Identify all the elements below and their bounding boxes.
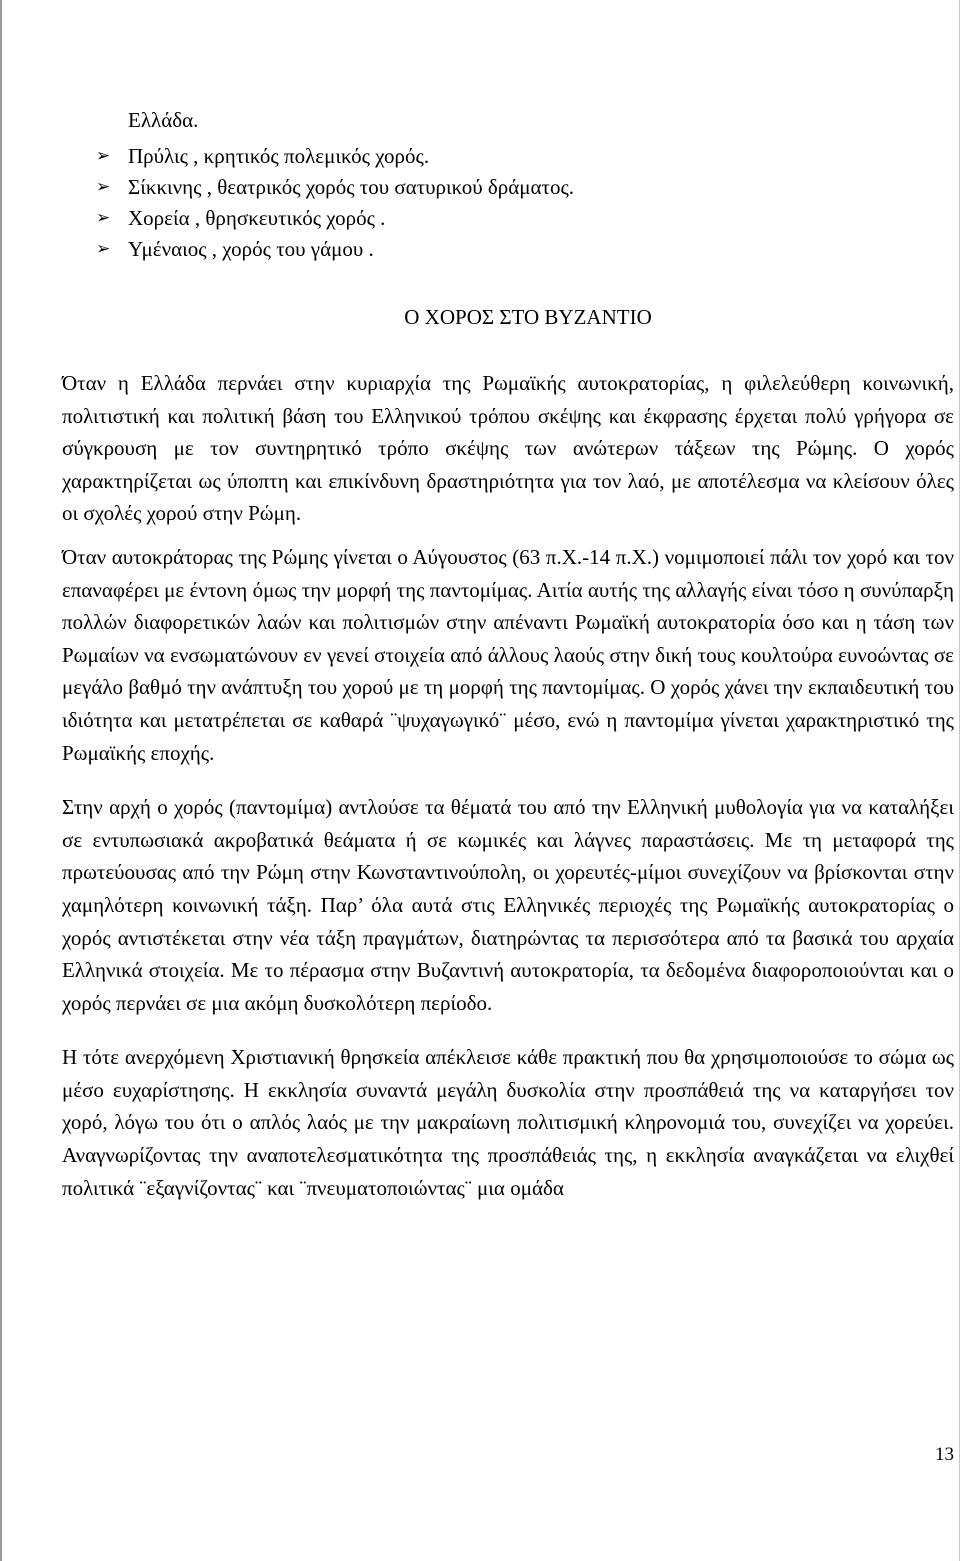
paragraph-pantomime-origins: Στην αρχή ο χορός (παντομίμα) αντλούσε τα θέματά του από την Ελληνική μυθολογία για να καταλήξει σε εντυπωσιακά ακροβατικά θεάματα ή σε κωμικές και λάγνες παραστάσεις. Με τη μεταφορά της πρωτεύουσας από την Ρώμη στην Κωνσταντινούπολη, οι χορευτές-μίμοι συνεχίζουν να βρίσκονται στην χαμηλότερη κοινωνική τάξη. Παρ’ όλα αυτά στις Ελληνικές περιοχές της Ρωμαϊκής αυτοκρατορίας ο χορός αντιστέκεται στην νέα τάξη πραγμάτων, διατηρώντας τα περισσότερα από τα βασικά του αρχαία Ελληνικά στοιχεία. Με το πέρασμα στην Βυζαντινή αυτοκρατορία, τα δεδομένα διαφοροποιούνται και ο χορός περνάει σε μια ακόμη δυσκολότερη περίοδο. xyxy=(62,795,954,1015)
page-number: 13 xyxy=(935,1444,954,1465)
list-item-text: Σίκκινης , θεατρικός χορός του σατυρικού δράματος. xyxy=(128,175,575,199)
paragraph-christian-church: Η τότε ανερχόμενη Χριστιανική θρησκεία απέκλεισε κάθε πρακτική που θα χρησιμοποιούσε το σώμα ως μέσο ευχαρίστησης. Η εκκλησία συναντά μεγάλη δυσκολία στην προσπάθειά της να καταργήσει τον χορό, λόγω του ότι ο απλός λαός με την μακραίωνη πολιτισμική κληρονομιά του, συνεχίζει να χορεύει. Αναγνωρίζοντας την αναποτελεσματικότητα της προσπάθειάς της, η εκκλησία αναγκάζεται να ελιχθεί πολιτικά ¨εξαγνίζοντας¨ και ¨πνευματοποιώντας¨ μια ομάδα xyxy=(62,1045,954,1200)
paragraph-augustus: Όταν αυτοκράτορας της Ρώμης γίνεται ο Αύγουστος (63 π.Χ.-14 π.Χ.) νομιμοποιεί πάλι τον χορό και τον επαναφέρει με έντονη όμως την μορφή της παντομίμας. Αιτία αυτής της αλλαγής είναι τόσο η συνύπαρξη πολλών διαφορετικών λαών και πολιτισμών στην απέναντι Ρωμαϊκή αυτοκρατορία όσο και η τάση των Ρωμαίων να ενσωματώνουν εν γενεί στοιχεία από άλλους λαούς στην δική τους κουλτούρα ευνοώντας σε μεγάλο βαθμό την ανάπτυξη του χορού με τη μορφή της παντομίμας. Ο χορός χάνει την εκπαιδευτική του ιδιότητα και μετατρέπεται σε καθαρά ¨ψυχαγωγικό¨ μέσο, ενώ η παντομίμα γίνεται χαρακτηριστικό της Ρωμαϊκής εποχής. xyxy=(62,544,954,765)
arrow-right-bullet-icon: ➢ xyxy=(96,239,111,259)
arrow-right-bullet-icon: ➢ xyxy=(96,146,111,166)
list-item-text: Χορεία , θρησκευτικός χορός . xyxy=(128,206,386,230)
document-body xyxy=(62,104,954,1204)
list-item xyxy=(62,141,954,172)
paragraph-roman-rule: Όταν η Ελλάδα περνάει στην κυριαρχία της Ρωμαϊκής αυτοκρατορίας, η φιλελεύθερη κοινωνική, πολιτιστική και πολιτική βάση του Ελληνικού τρόπου σκέψης και έκφρασης έρχεται πολύ γρήγορα σε σύγκρουση με τον συντηρητικό τρόπο σκέψης των ανώτερων τάξεων της Ρώμης. Ο χορός χαρακτηρίζεται ως ύποπτη και επικίνδυνη δραστηριότητα για τον λαό, με αποτέλεσμα να κλείσουν όλες οι σχολές χορού στην Ρώμη. xyxy=(62,371,954,526)
arrow-right-bullet-icon: ➢ xyxy=(96,208,111,228)
list-intro-text: Ελλάδα. xyxy=(128,108,199,132)
dance-list xyxy=(62,141,954,265)
list-item xyxy=(62,203,954,234)
list-item-text: Πρύλις , κρητικός πολεμικός χορός. xyxy=(128,144,430,168)
list-item-text: Υμέναιος , χορός του γάμου . xyxy=(128,237,374,261)
page-edge-left xyxy=(0,0,2,1561)
list-item xyxy=(62,172,954,203)
list-item xyxy=(62,234,954,265)
arrow-right-bullet-icon: ➢ xyxy=(96,177,111,197)
section-title: Ο ΧΟΡΟΣ ΣΤΟ ΒΥΖΑΝΤΙΟ xyxy=(404,305,652,329)
